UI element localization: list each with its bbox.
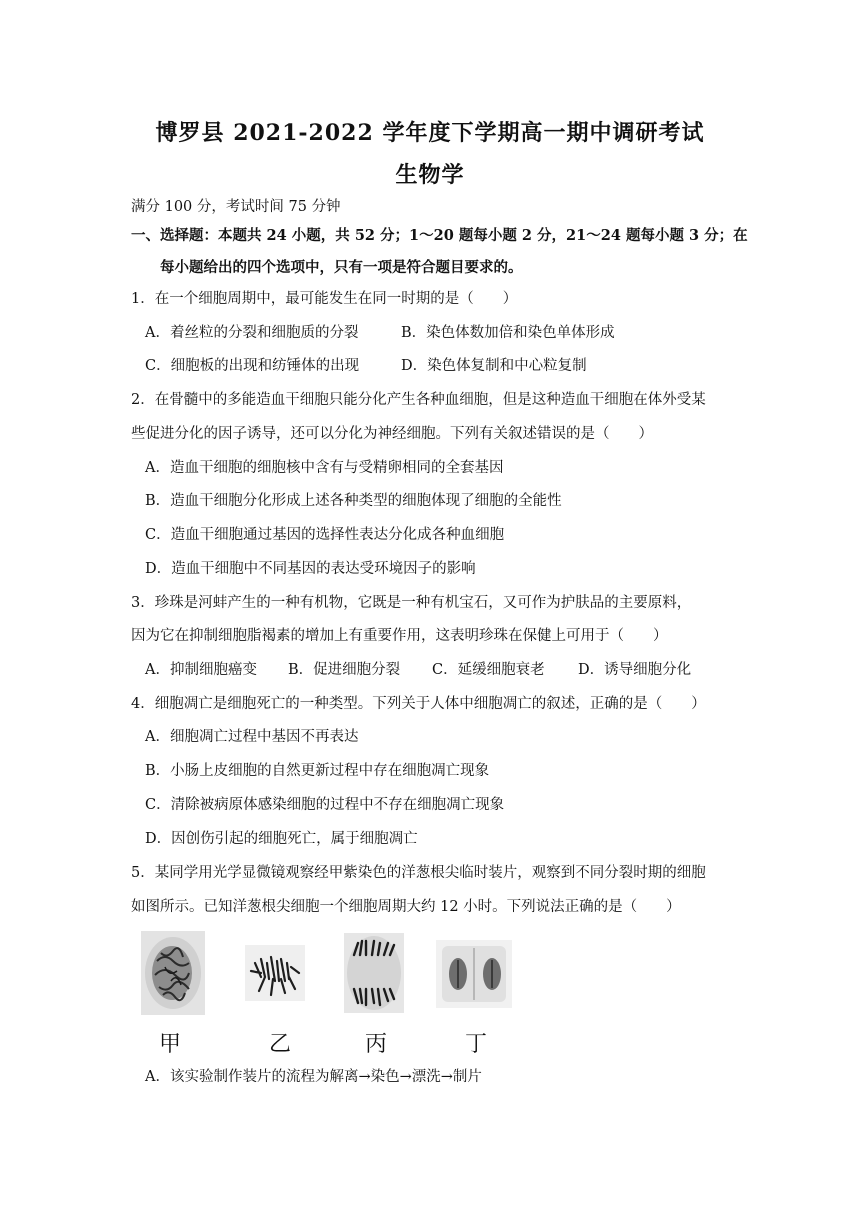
question-4-option-a: A．细胞凋亡过程中基因不再表达 bbox=[145, 729, 359, 745]
question-1-option-c: C．细胞板的出现和纺锤体的出现 bbox=[145, 358, 360, 374]
micrograph-bing bbox=[344, 933, 404, 1013]
question-3-option-a: A．抑制细胞癌变 bbox=[145, 662, 257, 678]
question-5-stem-line1: 5．某同学用光学显微镜观察经甲紫染色的洋葱根尖临时装片，观察到不同分裂时期的细胞 bbox=[131, 865, 706, 881]
figure-label-jia: 甲 bbox=[158, 1032, 181, 1057]
question-2-stem-line1: 2．在骨髓中的多能造血干细胞只能分化产生各种血细胞，但是这种造血干细胞在体外受某 bbox=[131, 392, 706, 408]
micrograph-jia bbox=[141, 931, 205, 1015]
question-1-option-a: A．着丝粒的分裂和细胞质的分裂 bbox=[145, 325, 359, 341]
question-1-stem: 1．在一个细胞周期中，最可能发生在同一时期的是（ ） bbox=[131, 291, 518, 307]
question-2-stem-line2: 些促进分化的因子诱导，还可以分化为神经细胞。下列有关叙述错误的是（ ） bbox=[131, 426, 653, 442]
question-5-option-a: A．该实验制作装片的流程为解离→染色→漂洗→制片 bbox=[145, 1069, 482, 1085]
micrograph-ding bbox=[436, 940, 512, 1008]
question-2-option-d: D．造血干细胞中不同基因的表达受环境因子的影响 bbox=[145, 561, 476, 577]
section-heading-line1: 一、选择题：本题共 24 小题，共 52 分；1～20 题每小题 2 分，21～24 题每小题 3 分；在 bbox=[131, 227, 748, 244]
figure-label-ding: 丁 bbox=[464, 1032, 487, 1057]
question-1-option-d: D．染色体复制和中心粒复制 bbox=[401, 358, 587, 374]
question-4-stem: 4．细胞凋亡是细胞死亡的一种类型。下列关于人体中细胞凋亡的叙述，正确的是（ ） bbox=[131, 696, 706, 712]
question-2-option-c: C．造血干细胞通过基因的选择性表达分化成各种血细胞 bbox=[145, 527, 505, 543]
question-2-option-b: B．造血干细胞分化形成上述各种类型的细胞体现了细胞的全能性 bbox=[145, 493, 562, 509]
question-5-stem-line2: 如图所示。已知洋葱根尖细胞一个细胞周期大约 12 小时。下列说法正确的是（ ） bbox=[131, 899, 681, 915]
question-3-stem-line1: 3．珍珠是河蚌产生的一种有机物，它既是一种有机宝石，又可作为护肤品的主要原料， bbox=[131, 595, 692, 611]
question-1-option-b: B．染色体数加倍和染色单体形成 bbox=[401, 325, 615, 341]
micrograph-yi bbox=[245, 945, 305, 1001]
section-heading-line2: 每小题给出的四个选项中，只有一项是符合题目要求的。 bbox=[160, 259, 523, 276]
question-3-option-d: D．诱导细胞分化 bbox=[578, 662, 692, 678]
score-time-note: 满分 100 分，考试时间 75 分钟 bbox=[131, 199, 341, 215]
exam-title: 博罗县 2021-2022 学年度下学期高一期中调研考试 bbox=[155, 120, 705, 146]
figure-label-yi: 乙 bbox=[268, 1032, 291, 1057]
figure-label-bing: 丙 bbox=[364, 1032, 387, 1057]
question-3-option-b: B．促进细胞分裂 bbox=[288, 662, 401, 678]
question-4-option-b: B．小肠上皮细胞的自然更新过程中存在细胞凋亡现象 bbox=[145, 763, 490, 779]
question-4-option-d: D．因创伤引起的细胞死亡，属于细胞凋亡 bbox=[145, 831, 418, 847]
subject-title: 生物学 bbox=[395, 162, 465, 188]
question-3-option-c: C．延缓细胞衰老 bbox=[432, 662, 545, 678]
question-2-option-a: A．造血干细胞的细胞核中含有与受精卵相同的全套基因 bbox=[145, 460, 504, 476]
question-3-stem-line2: 因为它在抑制细胞脂褐素的增加上有重要作用，这表明珍珠在保健上可用于（ ） bbox=[131, 628, 668, 644]
question-4-option-c: C．清除被病原体感染细胞的过程中不存在细胞凋亡现象 bbox=[145, 797, 505, 813]
